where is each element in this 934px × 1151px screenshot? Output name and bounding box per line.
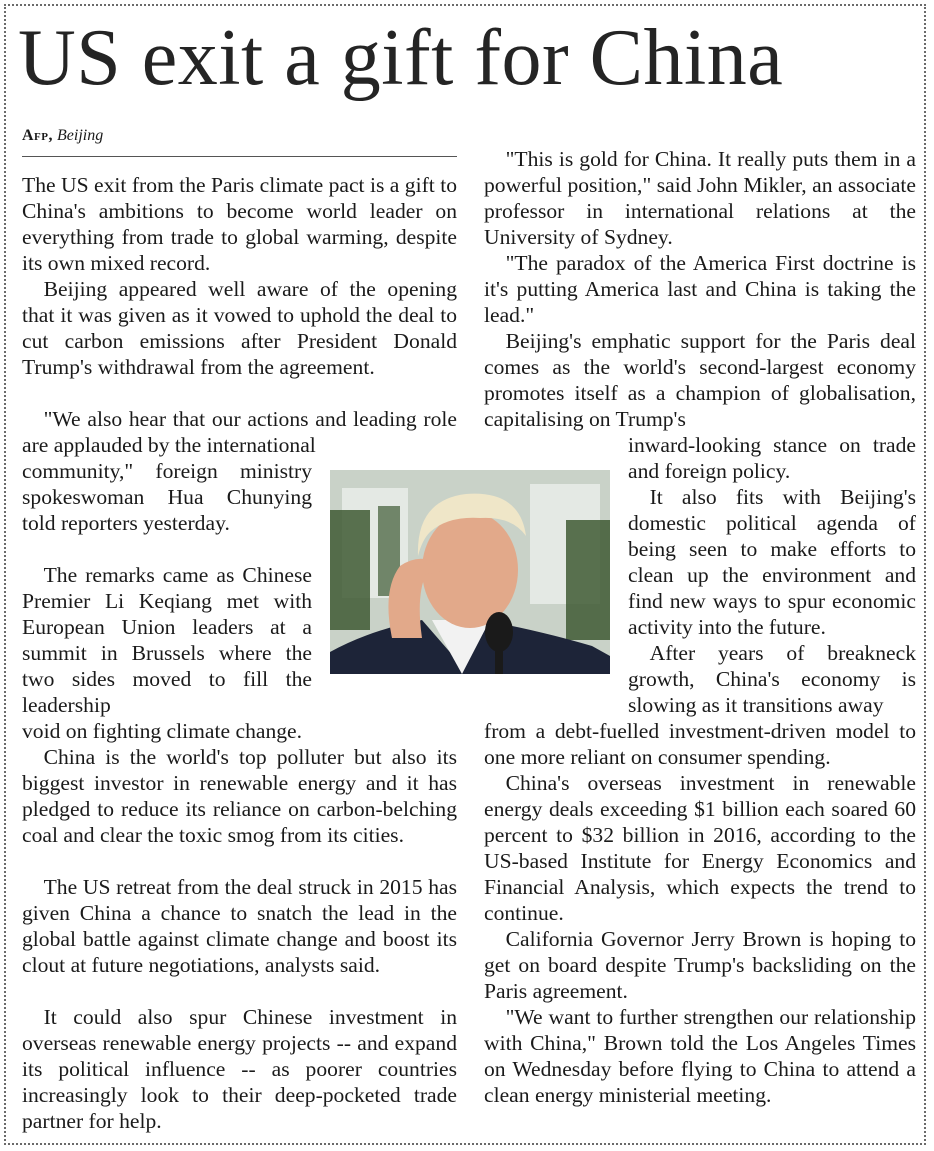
microphone-head — [485, 612, 513, 652]
news-photo — [330, 470, 610, 674]
paragraph: Beijing's emphatic support for the Paris deal comes as the world's second-largest economy promotes itself as a champion of globalisation, capitalising on Trump's — [484, 329, 916, 431]
paragraph: void on fighting climate change. — [22, 719, 303, 743]
paragraph: China is the world's top polluter but also its biggest investor in renewable energy and it has pledged to reduce its reliance on carbon-belching coal and clear the toxic smog from its cities. — [22, 745, 457, 847]
paragraph: China's overseas investment in renewable energy deals exceeding $1 billion each soared 60 percent to $32 billion in 2016, according to the US-based Institute for Energy Economics and Financial Analysis, which expects the trend to continue. — [484, 771, 916, 925]
paragraph: The US retreat from the deal struck in 2015 has given China a chance to snatch the lead in the global battle against climate change and boost its clout at future negotiations, analysts said. — [22, 875, 457, 977]
paragraph: The remarks came as Chinese Premier Li Keqiang met with European Union leaders at a summit in Brussels where the two sides moved to fill the leadership — [22, 563, 312, 717]
byline-agency: Afp, — [22, 127, 53, 144]
paragraph: community," foreign ministry spokeswoman Hua Chunying told reporters yesterday. — [22, 459, 312, 535]
photo-foliage — [566, 520, 610, 640]
byline — [22, 127, 103, 145]
paragraph: from a debt-fuelled investment-driven model to one more reliant on consumer spending. — [484, 719, 916, 769]
paragraph: It could also spur Chinese investment in overseas renewable energy projects -- and expand its political influence -- as poorer countries increasingly look to their deep-pocketed trade partner for help. — [22, 1005, 457, 1133]
paragraph: California Governor Jerry Brown is hoping to get on board despite Trump's backsliding on the Paris agreement. — [484, 927, 916, 1003]
paragraph: "We also hear that our actions and leading role are applauded by the international — [22, 407, 457, 457]
paragraph: "We want to further strengthen our relationship with China," Brown told the Los Angeles Times on Wednesday before flying to China to attend a clean energy ministerial meeting. — [484, 1005, 916, 1107]
headline: US exit a gift for China — [18, 14, 784, 102]
paragraph: It also fits with Beijing's domestic political agenda of being seen to make efforts to clean up the environment and find new ways to spur economic activity into the future. — [628, 485, 916, 639]
paragraph: "This is gold for China. It really puts them in a powerful position," said John Mikler, an associate professor in international relations at the University of Sydney. — [484, 147, 916, 249]
paragraph: After years of breakneck growth, China's economy is slowing as it transitions away — [628, 641, 916, 717]
paragraph: Beijing appeared well aware of the opening that it was given as it vowed to uphold the deal to cut carbon emissions after President Donald Trump's withdrawal from the agreement. — [22, 277, 457, 379]
paragraph: "The paradox of the America First doctrine is it's putting America last and China is taking the lead." — [484, 251, 916, 327]
byline-city: Beijing — [57, 127, 104, 144]
portrait-illustration — [330, 470, 610, 674]
byline-rule — [22, 156, 457, 157]
paragraph: inward-looking stance on trade and foreign policy. — [628, 433, 916, 483]
photo-foliage — [330, 510, 370, 630]
paragraph: The US exit from the Paris climate pact is a gift to China's ambitions to become world leader on everything from trade to global warming, despite its own mixed record. — [22, 173, 457, 275]
